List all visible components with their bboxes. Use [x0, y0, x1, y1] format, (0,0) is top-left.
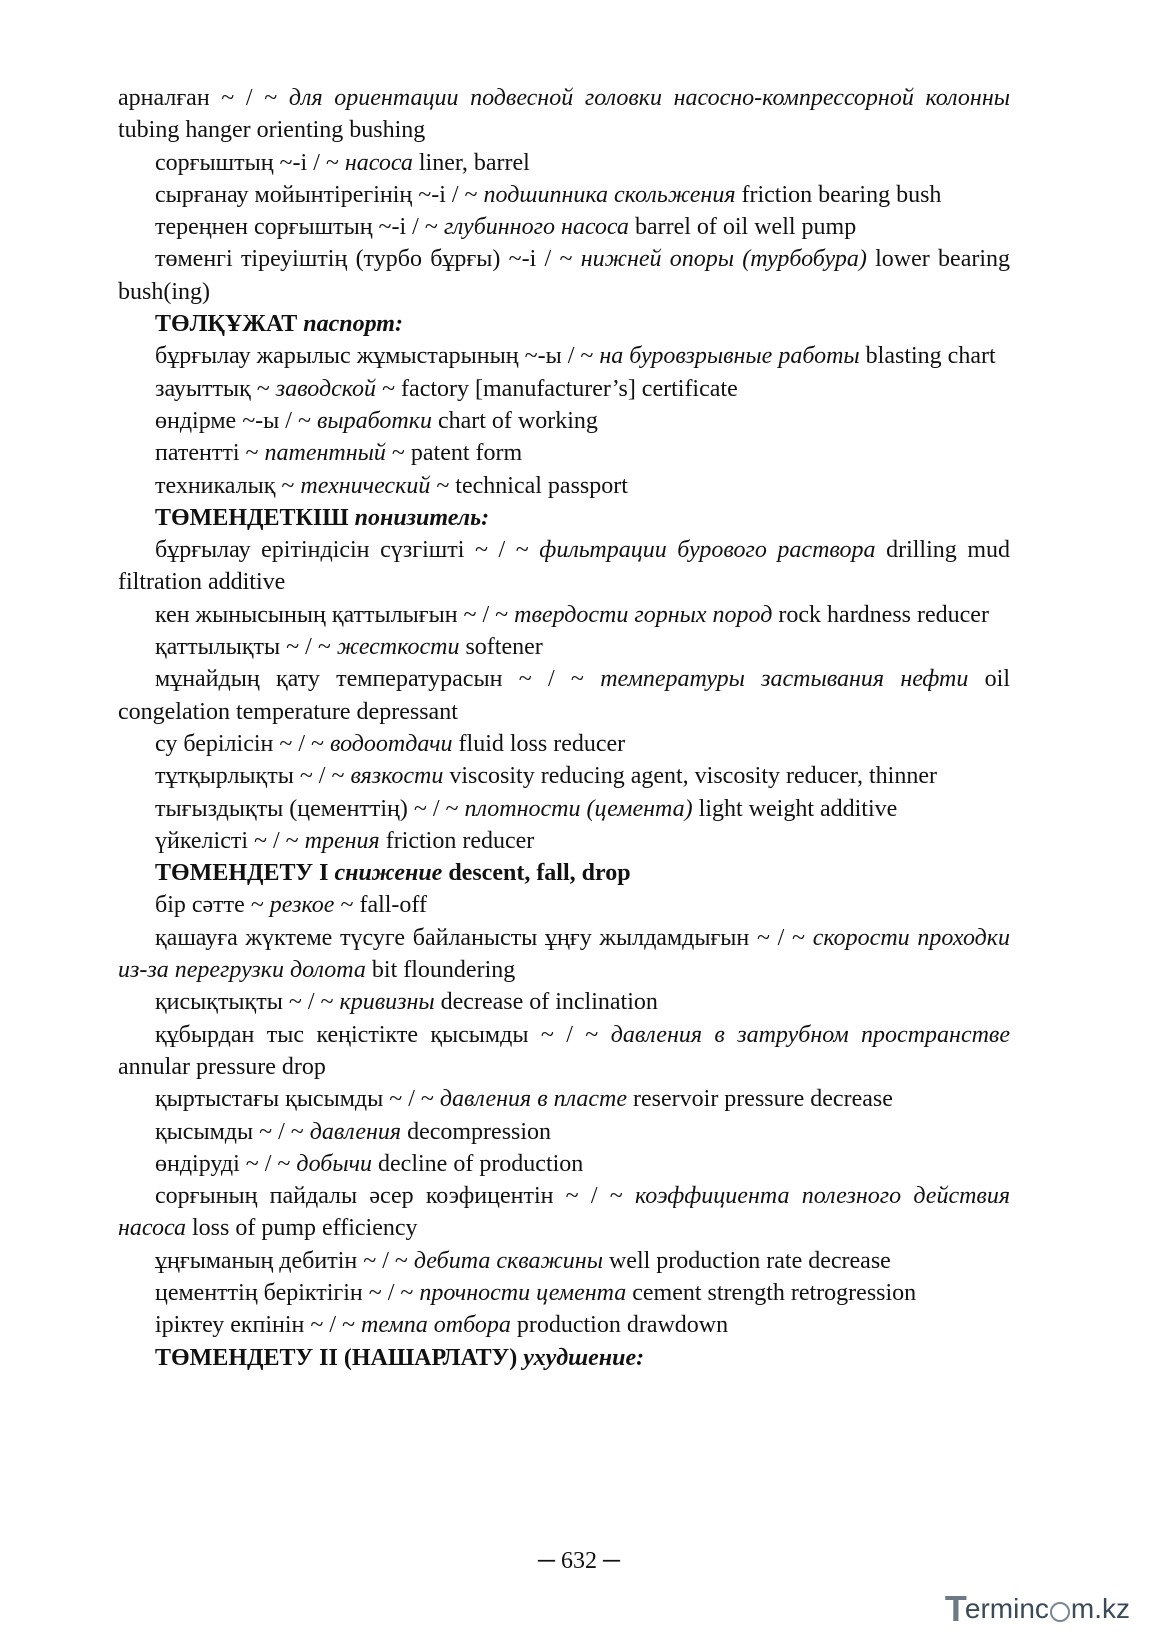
entry-text: бұрғылау ерітіндісін сүзгішті ~ / ~ [155, 537, 540, 564]
entry-text: үйкелісті ~ / ~ [155, 827, 305, 854]
entry-text: decompression [401, 1118, 552, 1145]
entry-text: oil congelation temperature depressant [118, 666, 1010, 725]
kazakh-headword: ТӨЛҚҰЖАТ [155, 311, 304, 338]
russian-term: насоса [344, 149, 413, 176]
russian-term: давления в затрубном пространстве [610, 1021, 1010, 1048]
entry-text: decrease of inclination [434, 989, 658, 1016]
entry-text: well production rate decrease [602, 1247, 891, 1274]
russian-headword: ухудшение: [523, 1344, 645, 1371]
russian-term: для ориентации подвесной головки насосно-компрессорной колонны [288, 85, 1011, 111]
sub-entry [118, 405, 1010, 437]
sub-entry [118, 470, 1010, 502]
kazakh-headword: ТӨМЕНДЕТУ ІІ (НАШАРЛАТУ) [155, 1344, 524, 1371]
entry-text: drilling mud filtration additive [118, 537, 1011, 596]
watermark-suffix: m.kz [1070, 1593, 1130, 1624]
sub-entry [118, 437, 1010, 469]
entry-text: өндірме ~-ы / ~ [155, 407, 317, 434]
entry-text: descent, fall, drop [442, 860, 631, 887]
sub-entry [118, 825, 1010, 857]
kazakh-headword: ТӨМЕНДЕТУ І [155, 860, 335, 887]
entry-text: reservoir pressure decrease [627, 1086, 893, 1113]
entry-text: friction reducer [379, 827, 535, 854]
watermark-letter: T [944, 1588, 967, 1629]
russian-term: жесткости [336, 634, 460, 661]
headword-entry [118, 308, 1010, 340]
sub-entry [118, 1309, 1010, 1341]
entry-text: barrel of oil well pump [628, 214, 857, 241]
russian-term: давления в пласте [439, 1086, 628, 1113]
magnifier-icon [1050, 1602, 1070, 1622]
sub-entry [118, 340, 1010, 372]
russian-term: температуры застывания нефти [600, 666, 969, 693]
russian-term: дебита скважины [413, 1247, 603, 1274]
sub-entry [118, 1277, 1010, 1309]
entry-text: blasting chart [859, 343, 996, 370]
entry-text: тұтқырлықты ~ / ~ [155, 763, 351, 790]
entry-text: құбырдан тыс кеңістікте қысымды ~ / ~ [155, 1021, 611, 1048]
sub-entry [118, 728, 1010, 760]
russian-term: добычи [296, 1150, 373, 1177]
russian-term: подшипника скольжения [483, 181, 736, 208]
entry-text: annular pressure drop [118, 1053, 326, 1080]
sub-entry [118, 1180, 1010, 1245]
russian-term: нижней опоры (турбобура) [580, 246, 867, 273]
entry-text: техникалық ~ [155, 472, 301, 499]
sub-entry [118, 793, 1010, 825]
headword-entry [118, 857, 1010, 889]
russian-term: резкое [269, 892, 335, 919]
sub-entry [118, 179, 1010, 211]
entry-text: production drawdown [510, 1312, 729, 1339]
russian-term: давления [309, 1118, 402, 1145]
entry-text: қашауға жүктеме түсуге байланысты ұңғу жылдамдығын ~ / ~ [155, 924, 813, 951]
sub-entry [118, 243, 1010, 308]
entry-text: сорғының пайдалы әсер коэфицентін ~ / ~ [155, 1183, 635, 1210]
entry-text: кен жынысының қаттылығын ~ / ~ [155, 601, 515, 628]
entry-text: rock hardness reducer [772, 601, 989, 628]
russian-term: выработки [316, 407, 432, 434]
russian-term: глубинного насоса [443, 214, 629, 241]
russian-headword: паспорт: [303, 311, 403, 338]
entry-text: tubing hanger orienting bushing [118, 117, 426, 144]
entry-text: lower bearing bush(ing) [118, 246, 1011, 305]
site-watermark [945, 1590, 1130, 1628]
sub-entry [118, 373, 1010, 405]
sub-entry [118, 1116, 1010, 1148]
sub-entry [118, 760, 1010, 792]
russian-term: прочности цемента [419, 1279, 627, 1306]
headword-entry [118, 502, 1010, 534]
entry-text: loss of pump efficiency [186, 1215, 418, 1242]
russian-term: вязкости [350, 763, 444, 790]
entry-text: ~ technical passport [430, 472, 628, 499]
entry-text: төменгі тіреуіштің (турбо бұрғы) ~-і / ~ [155, 246, 581, 273]
kazakh-headword: ТӨМЕНДЕТКІШ [155, 504, 355, 531]
sub-entry [118, 889, 1010, 921]
entry-text: chart of working [431, 407, 598, 434]
entry-text: қысымды ~ / ~ [155, 1118, 310, 1145]
entry-text: қаттылықты ~ / ~ [155, 634, 337, 661]
entry-text: цементтің беріктігін ~ / ~ [155, 1279, 420, 1306]
entry-text: бұрғылау жарылыс жұмыстарының ~-ы / ~ [155, 343, 600, 370]
russian-headword: снижение [334, 860, 443, 887]
entry-text: ~ patent form [385, 440, 523, 467]
sub-entry [118, 922, 1010, 987]
sub-entry [118, 986, 1010, 1018]
russian-term: технический [300, 472, 431, 499]
russian-headword: понизитель: [354, 504, 490, 531]
russian-term: кривизны [339, 989, 435, 1016]
sub-entry [118, 1148, 1010, 1180]
sub-entry [118, 147, 1010, 179]
entry-text: cement strength retrogression [626, 1279, 917, 1306]
russian-term: коэффициента полезного действия насоса [118, 1183, 1010, 1242]
entry-text: friction bearing bush [735, 181, 942, 208]
russian-term: водоотдачи [330, 730, 453, 757]
entry-text: сырғанау мойынтірегінің ~-і / ~ [155, 181, 484, 208]
entry-text: бір сәтте ~ [155, 892, 270, 919]
sub-entry [118, 82, 1010, 147]
entry-text: тереңнен сорғыштың ~-і / ~ [155, 214, 444, 241]
entry-text: ұңғыманың дебитін ~ / ~ [155, 1247, 414, 1274]
entry-text: патентті ~ [155, 440, 265, 467]
entry-text: тығыздықты (цементтің) ~ / ~ [155, 795, 465, 822]
page-number: ─ 632 ─ [537, 1548, 620, 1574]
dictionary-page [118, 82, 1010, 1374]
entry-text: liner, barrel [412, 149, 530, 176]
watermark-middle: erminc [964, 1593, 1049, 1624]
russian-term: на буровзрывные работы [599, 343, 860, 370]
sub-entry [118, 534, 1010, 599]
sub-entry [118, 631, 1010, 663]
entry-text: қисықтықты ~ / ~ [155, 989, 340, 1016]
entry-text: арналған ~ / ~ [118, 85, 289, 111]
entry-text: ~ factory [manufacturer’s] certificate [376, 375, 738, 402]
entry-text: light weight additive [692, 795, 898, 822]
entry-text: сорғыштың ~-і / ~ [155, 149, 345, 176]
headword-entry [118, 1342, 1010, 1374]
sub-entry [118, 1019, 1010, 1084]
entry-text: ~ fall-off [334, 892, 427, 919]
russian-term: темпа отбора [361, 1312, 511, 1339]
russian-term: патентный [264, 440, 386, 467]
sub-entry [118, 211, 1010, 243]
entry-text: мұнайдың қату температурасын ~ / ~ [155, 666, 601, 693]
russian-term: фильтрации бурового раствора [539, 537, 876, 564]
sub-entry [118, 1083, 1010, 1115]
entry-text: зауыттық ~ [155, 375, 276, 402]
entry-text: viscosity reducing agent, viscosity reducer, thinner [443, 763, 937, 790]
entry-text: softener [459, 634, 543, 661]
entry-text: decline of production [372, 1150, 584, 1177]
entry-text: өндіруді ~ / ~ [155, 1150, 297, 1177]
entry-text: су берілісін ~ / ~ [155, 730, 330, 757]
entry-text: fluid loss reducer [452, 730, 626, 757]
russian-term: плотности (цемента) [464, 795, 693, 822]
russian-term: заводской [275, 375, 377, 402]
sub-entry [118, 599, 1010, 631]
sub-entry [118, 663, 1010, 728]
entry-text: bit floundering [365, 957, 516, 984]
entry-text: қыртыстағы қысымды ~ / ~ [155, 1086, 440, 1113]
russian-term: твердости горных пород [514, 601, 773, 628]
entry-text: іріктеу екпінін ~ / ~ [155, 1312, 362, 1339]
russian-term: скорости проходки из-за перегрузки долота [118, 924, 1010, 984]
sub-entry [118, 1245, 1010, 1277]
russian-term: трения [304, 827, 380, 854]
